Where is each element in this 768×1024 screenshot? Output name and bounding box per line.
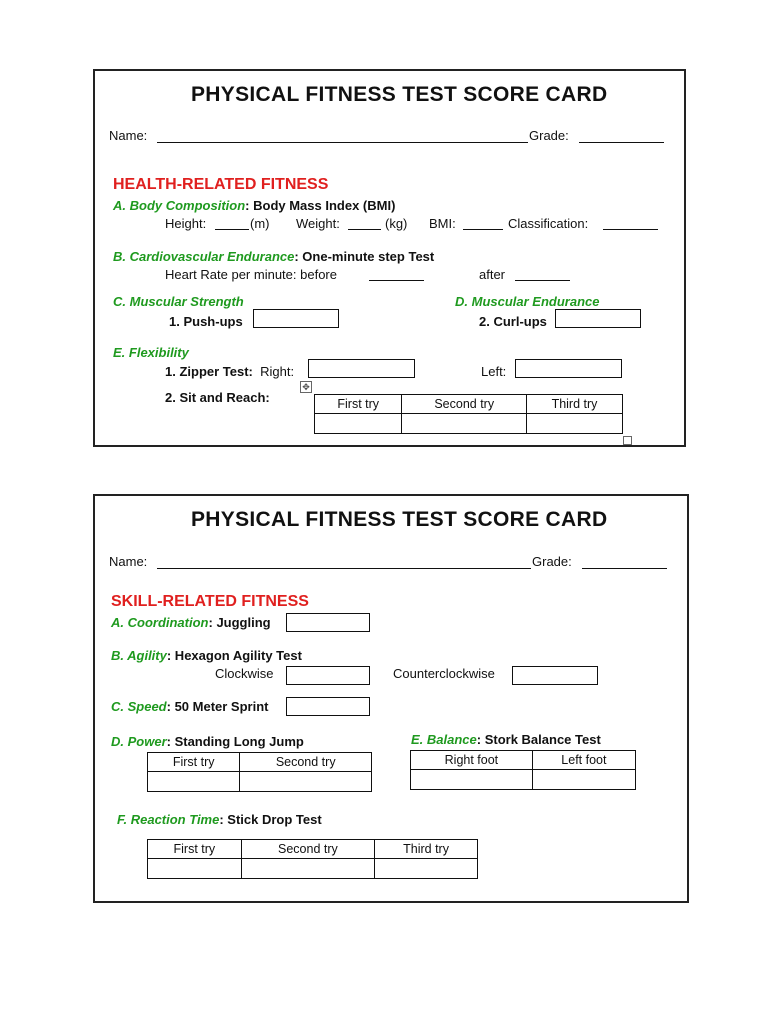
after-label: after xyxy=(479,267,506,282)
heart-rate-label: Heart Rate per minute: before xyxy=(165,267,337,282)
curl-ups-label: 2. Curl-ups xyxy=(479,314,547,329)
table-header-cell: First try xyxy=(315,395,402,414)
table-header-cell: Second try xyxy=(241,840,374,859)
table-header-cell: Second try xyxy=(240,753,372,772)
after-field[interactable] xyxy=(515,280,570,281)
curl-ups-input[interactable] xyxy=(555,309,641,328)
table-header-cell: First try xyxy=(148,753,240,772)
weight-field[interactable] xyxy=(348,229,381,230)
zipper-test-label: 1. Zipper Test: Right: xyxy=(165,364,295,379)
sit-and-reach-label: 2. Sit and Reach: xyxy=(165,390,270,405)
height-unit: (m) xyxy=(250,216,270,231)
table-input-cell[interactable] xyxy=(402,414,527,434)
agility-heading: B. Agility: Hexagon Agility Test xyxy=(111,648,302,663)
sit-and-reach-table xyxy=(314,394,623,434)
zipper-right-input[interactable] xyxy=(308,359,415,378)
bmi-label: BMI: xyxy=(429,216,456,231)
coordination-heading: A. Coordination: Juggling xyxy=(111,615,271,630)
table-input-cell[interactable] xyxy=(148,859,242,879)
push-ups-input[interactable] xyxy=(253,309,339,328)
classification-field[interactable] xyxy=(603,229,658,230)
power-heading: D. Power: Standing Long Jump xyxy=(111,734,304,749)
table-input-cell[interactable] xyxy=(240,772,372,792)
table-header-cell: Third try xyxy=(375,840,478,859)
table-header-cell: Third try xyxy=(526,395,622,414)
muscular-strength-heading: C. Muscular Strength xyxy=(113,294,244,309)
score-card-skill xyxy=(93,494,689,903)
table-header-cell: First try xyxy=(148,840,242,859)
table-input-cell[interactable] xyxy=(532,770,635,790)
name-label: Name: xyxy=(109,554,148,569)
reaction-time-heading: F. Reaction Time: Stick Drop Test xyxy=(117,812,322,827)
card-title: PHYSICAL FITNESS TEST SCORE CARD xyxy=(191,508,608,531)
counterclockwise-label: Counterclockwise xyxy=(393,666,495,681)
table-header-cell: Right foot xyxy=(411,751,533,770)
table-input-cell[interactable] xyxy=(375,859,478,879)
height-label: Height: xyxy=(165,216,207,231)
body-composition-heading: A. Body Composition: Body Mass Index (BMI) xyxy=(113,198,396,213)
long-jump-table xyxy=(147,752,372,792)
grade-label: Grade: xyxy=(529,128,569,143)
move-handle-icon[interactable]: ✥ xyxy=(300,381,312,393)
bmi-field[interactable] xyxy=(463,229,503,230)
resize-handle-icon[interactable] xyxy=(623,436,632,445)
table-input-cell[interactable] xyxy=(315,414,402,434)
section-title: HEALTH-RELATED FITNESS xyxy=(113,176,329,193)
cardio-heading: B. Cardiovascular Endurance: One-minute step Test xyxy=(113,249,435,264)
zipper-left-input[interactable] xyxy=(515,359,622,378)
classification-label: Classification: xyxy=(508,216,589,231)
name-field[interactable] xyxy=(157,568,531,569)
sprint-input[interactable] xyxy=(286,697,370,716)
zipper-left-label: Left: xyxy=(481,364,507,379)
table-header-cell: Left foot xyxy=(532,751,635,770)
weight-label: Weight: xyxy=(296,216,340,231)
card-title: PHYSICAL FITNESS TEST SCORE CARD xyxy=(191,83,608,106)
table-input-cell[interactable] xyxy=(526,414,622,434)
muscular-endurance-heading: D. Muscular Endurance xyxy=(455,294,600,309)
counterclockwise-input[interactable] xyxy=(512,666,598,685)
grade-label: Grade: xyxy=(532,554,572,569)
height-field[interactable] xyxy=(215,229,249,230)
table-input-cell[interactable] xyxy=(241,859,374,879)
balance-heading: E. Balance: Stork Balance Test xyxy=(411,732,601,747)
stork-balance-table xyxy=(410,750,636,790)
score-card-health xyxy=(93,69,686,447)
clockwise-label: Clockwise xyxy=(215,666,274,681)
before-field[interactable] xyxy=(369,280,424,281)
weight-unit: (kg) xyxy=(385,216,408,231)
section-title: SKILL-RELATED FITNESS xyxy=(111,593,309,610)
table-input-cell[interactable] xyxy=(411,770,533,790)
table-header-cell: Second try xyxy=(402,395,527,414)
juggling-input[interactable] xyxy=(286,613,370,632)
grade-field[interactable] xyxy=(579,142,664,143)
name-label: Name: xyxy=(109,128,148,143)
speed-heading: C. Speed: 50 Meter Sprint xyxy=(111,699,269,714)
clockwise-input[interactable] xyxy=(286,666,370,685)
name-field[interactable] xyxy=(157,142,528,143)
grade-field[interactable] xyxy=(582,568,667,569)
table-input-cell[interactable] xyxy=(148,772,240,792)
flexibility-heading: E. Flexibility xyxy=(113,345,189,360)
stick-drop-table xyxy=(147,839,478,879)
push-ups-label: 1. Push-ups xyxy=(169,314,243,329)
